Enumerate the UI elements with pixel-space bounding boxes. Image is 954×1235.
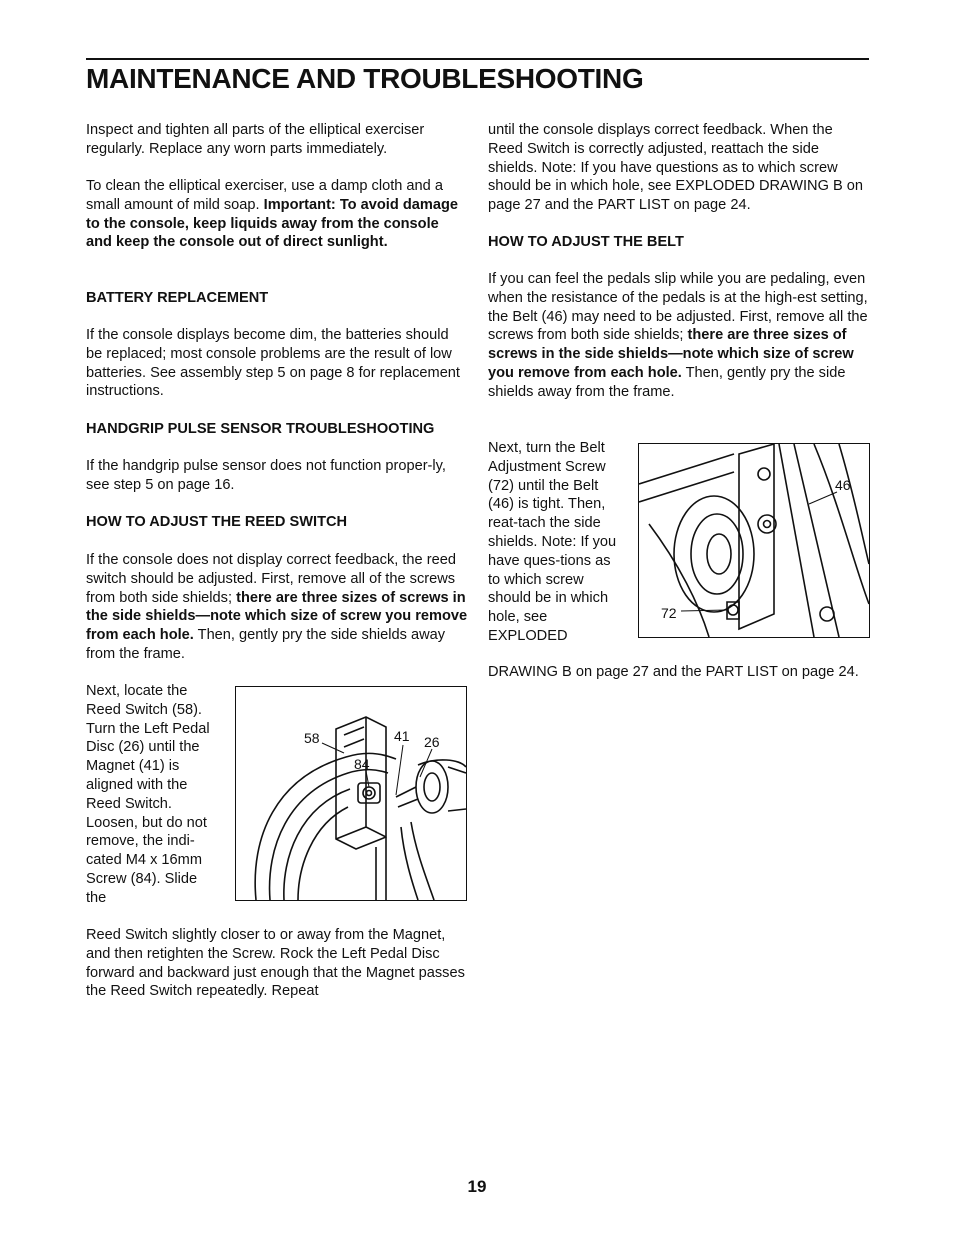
top-rule xyxy=(86,58,869,60)
reed-heading: HOW TO ADJUST THE REED SWITCH xyxy=(86,514,348,530)
callout-72: 72 xyxy=(661,605,677,621)
frame-post xyxy=(376,837,386,900)
belt-strand-1 xyxy=(779,444,814,637)
belt-heading: HOW TO ADJUST THE BELT xyxy=(488,234,684,250)
handgrip-paragraph: If the handgrip pulse sensor does not function proper-ly, see step 5 on page 16. xyxy=(86,458,446,493)
pulley-outer xyxy=(674,496,754,612)
disc-edge xyxy=(401,827,418,900)
bracket-bolt-center xyxy=(764,521,771,528)
frame-tube-top xyxy=(639,454,734,484)
pedal-disc-groove xyxy=(284,789,350,900)
callout-26: 26 xyxy=(424,734,440,750)
pulley-middle xyxy=(691,514,743,594)
reed-switch-bracket-edge xyxy=(336,717,386,839)
cleaning-text: To clean the elliptical exerciser, use a damp cloth and a small amount of mild soap. xyxy=(86,178,443,213)
belt-warning: there are three sizes of screws in the side shields—note which size of screw you remove from each hole. xyxy=(488,327,854,381)
screw-84 xyxy=(363,787,375,799)
reed-paragraph xyxy=(86,551,468,664)
belt-strand-3 xyxy=(814,444,869,604)
pedal-disc-rim-inner xyxy=(270,770,388,900)
handgrip-heading: HANDGRIP PULSE SENSOR TROUBLESHOOTING xyxy=(86,421,435,437)
locate-paragraph-narrow: Next, locate the Reed Switch (58). Turn the Left Pedal Disc (26) until the Magnet (41) is aligned with the Reed Switch. Loosen, but do not remove, the indi-cated M4 x 16mm Screw (84). Slide the xyxy=(86,683,210,906)
belt-text-2: Then, gently pry the side shields away from the frame. xyxy=(488,364,846,400)
leader-41 xyxy=(396,745,403,795)
belt-paragraph xyxy=(488,270,870,402)
screw-84-head xyxy=(367,791,372,796)
leader-46 xyxy=(809,492,837,504)
magnet-41 xyxy=(396,787,418,807)
leader-58 xyxy=(322,743,344,753)
axle-hub xyxy=(416,761,448,813)
page-number: 19 xyxy=(467,1177,487,1196)
turn-paragraph-narrow: Next, turn the Belt Adjustment Screw (72) until the Belt (46) is tight. Then, reat-tach the side shields. Note: If you have ques-tions as to which screw should be in which hole, see EXPLODED xyxy=(488,440,617,644)
callout-41: 41 xyxy=(394,728,410,744)
cleaning-warning: Important: To avoid damage to the console, keep liquids away from the console and keep the console out of direct sunlight. xyxy=(86,196,458,251)
belt-adjust-drawing xyxy=(639,444,869,637)
page-title: MAINTENANCE AND TROUBLESHOOTING xyxy=(86,63,644,94)
cleaning-paragraph xyxy=(86,177,468,252)
callout-84: 84 xyxy=(354,756,370,772)
locate-paragraph-full: Reed Switch slightly closer to or away from the Magnet, and then retighten the Screw. Rock the Left Pedal Disc forward and backward just enough that the Magnet passes the Reed Switch repeatedly. Repeat xyxy=(86,927,465,1000)
adjustment-screw-72 xyxy=(728,605,738,615)
axle-hub-inner xyxy=(424,773,440,801)
reed-continue-paragraph: until the console displays correct feedback. When the Reed Switch is correctly adjusted, reattach the side shields. Note: If you have questions as to which screw should be in which hole, see EXPLODED DRAWING B on page 27 and the PART LIST on page 24. xyxy=(488,122,864,214)
reed-warning: there are three sizes of screws in the side shields—note which size of screw you remove from each hole. xyxy=(86,589,468,644)
battery-heading: BATTERY REPLACEMENT xyxy=(86,290,269,306)
reed-switch-figure xyxy=(235,686,467,901)
frame-tube-bottom xyxy=(639,472,734,502)
callout-58: 58 xyxy=(304,730,320,746)
belt-strand-4 xyxy=(839,444,869,564)
bracket-slot xyxy=(344,727,364,747)
belt-text-1: If you can feel the pedals slip while you are pedaling, even when the resistance of the pedals is at the high-est setting, the Belt (46) may need to be adjusted. First, remove all the screws from both side shields; xyxy=(488,271,868,344)
belt-adjust-figure xyxy=(638,443,870,638)
idler-bolt xyxy=(820,607,834,621)
bracket-top-bolt xyxy=(758,468,770,480)
inspect-paragraph: Inspect and tighten all parts of the elliptical exerciser regularly. Replace any worn parts immediately. xyxy=(86,122,425,157)
axle-shaft xyxy=(448,767,466,811)
reed-switch-drawing xyxy=(236,687,466,900)
turn-paragraph-full: DRAWING B on page 27 and the PART LIST on page 24. xyxy=(488,664,859,680)
pedal-disc-rim-outer xyxy=(255,753,396,900)
battery-paragraph: If the console displays become dim, the batteries should be replaced; most console problems are the result of low batteries. See assembly step 5 on page 8 for replacement instructions. xyxy=(86,327,460,400)
pulley-hub xyxy=(707,534,731,574)
reed-text-1: If the console does not display correct feedback, the reed switch should be adjusted. First, remove all of the screws from both side shields; xyxy=(86,552,456,606)
reed-text-2: Then, gently pry the side shields away from the frame. xyxy=(86,627,446,662)
belt-strand-2 xyxy=(794,444,839,637)
callout-46: 46 xyxy=(835,477,851,493)
